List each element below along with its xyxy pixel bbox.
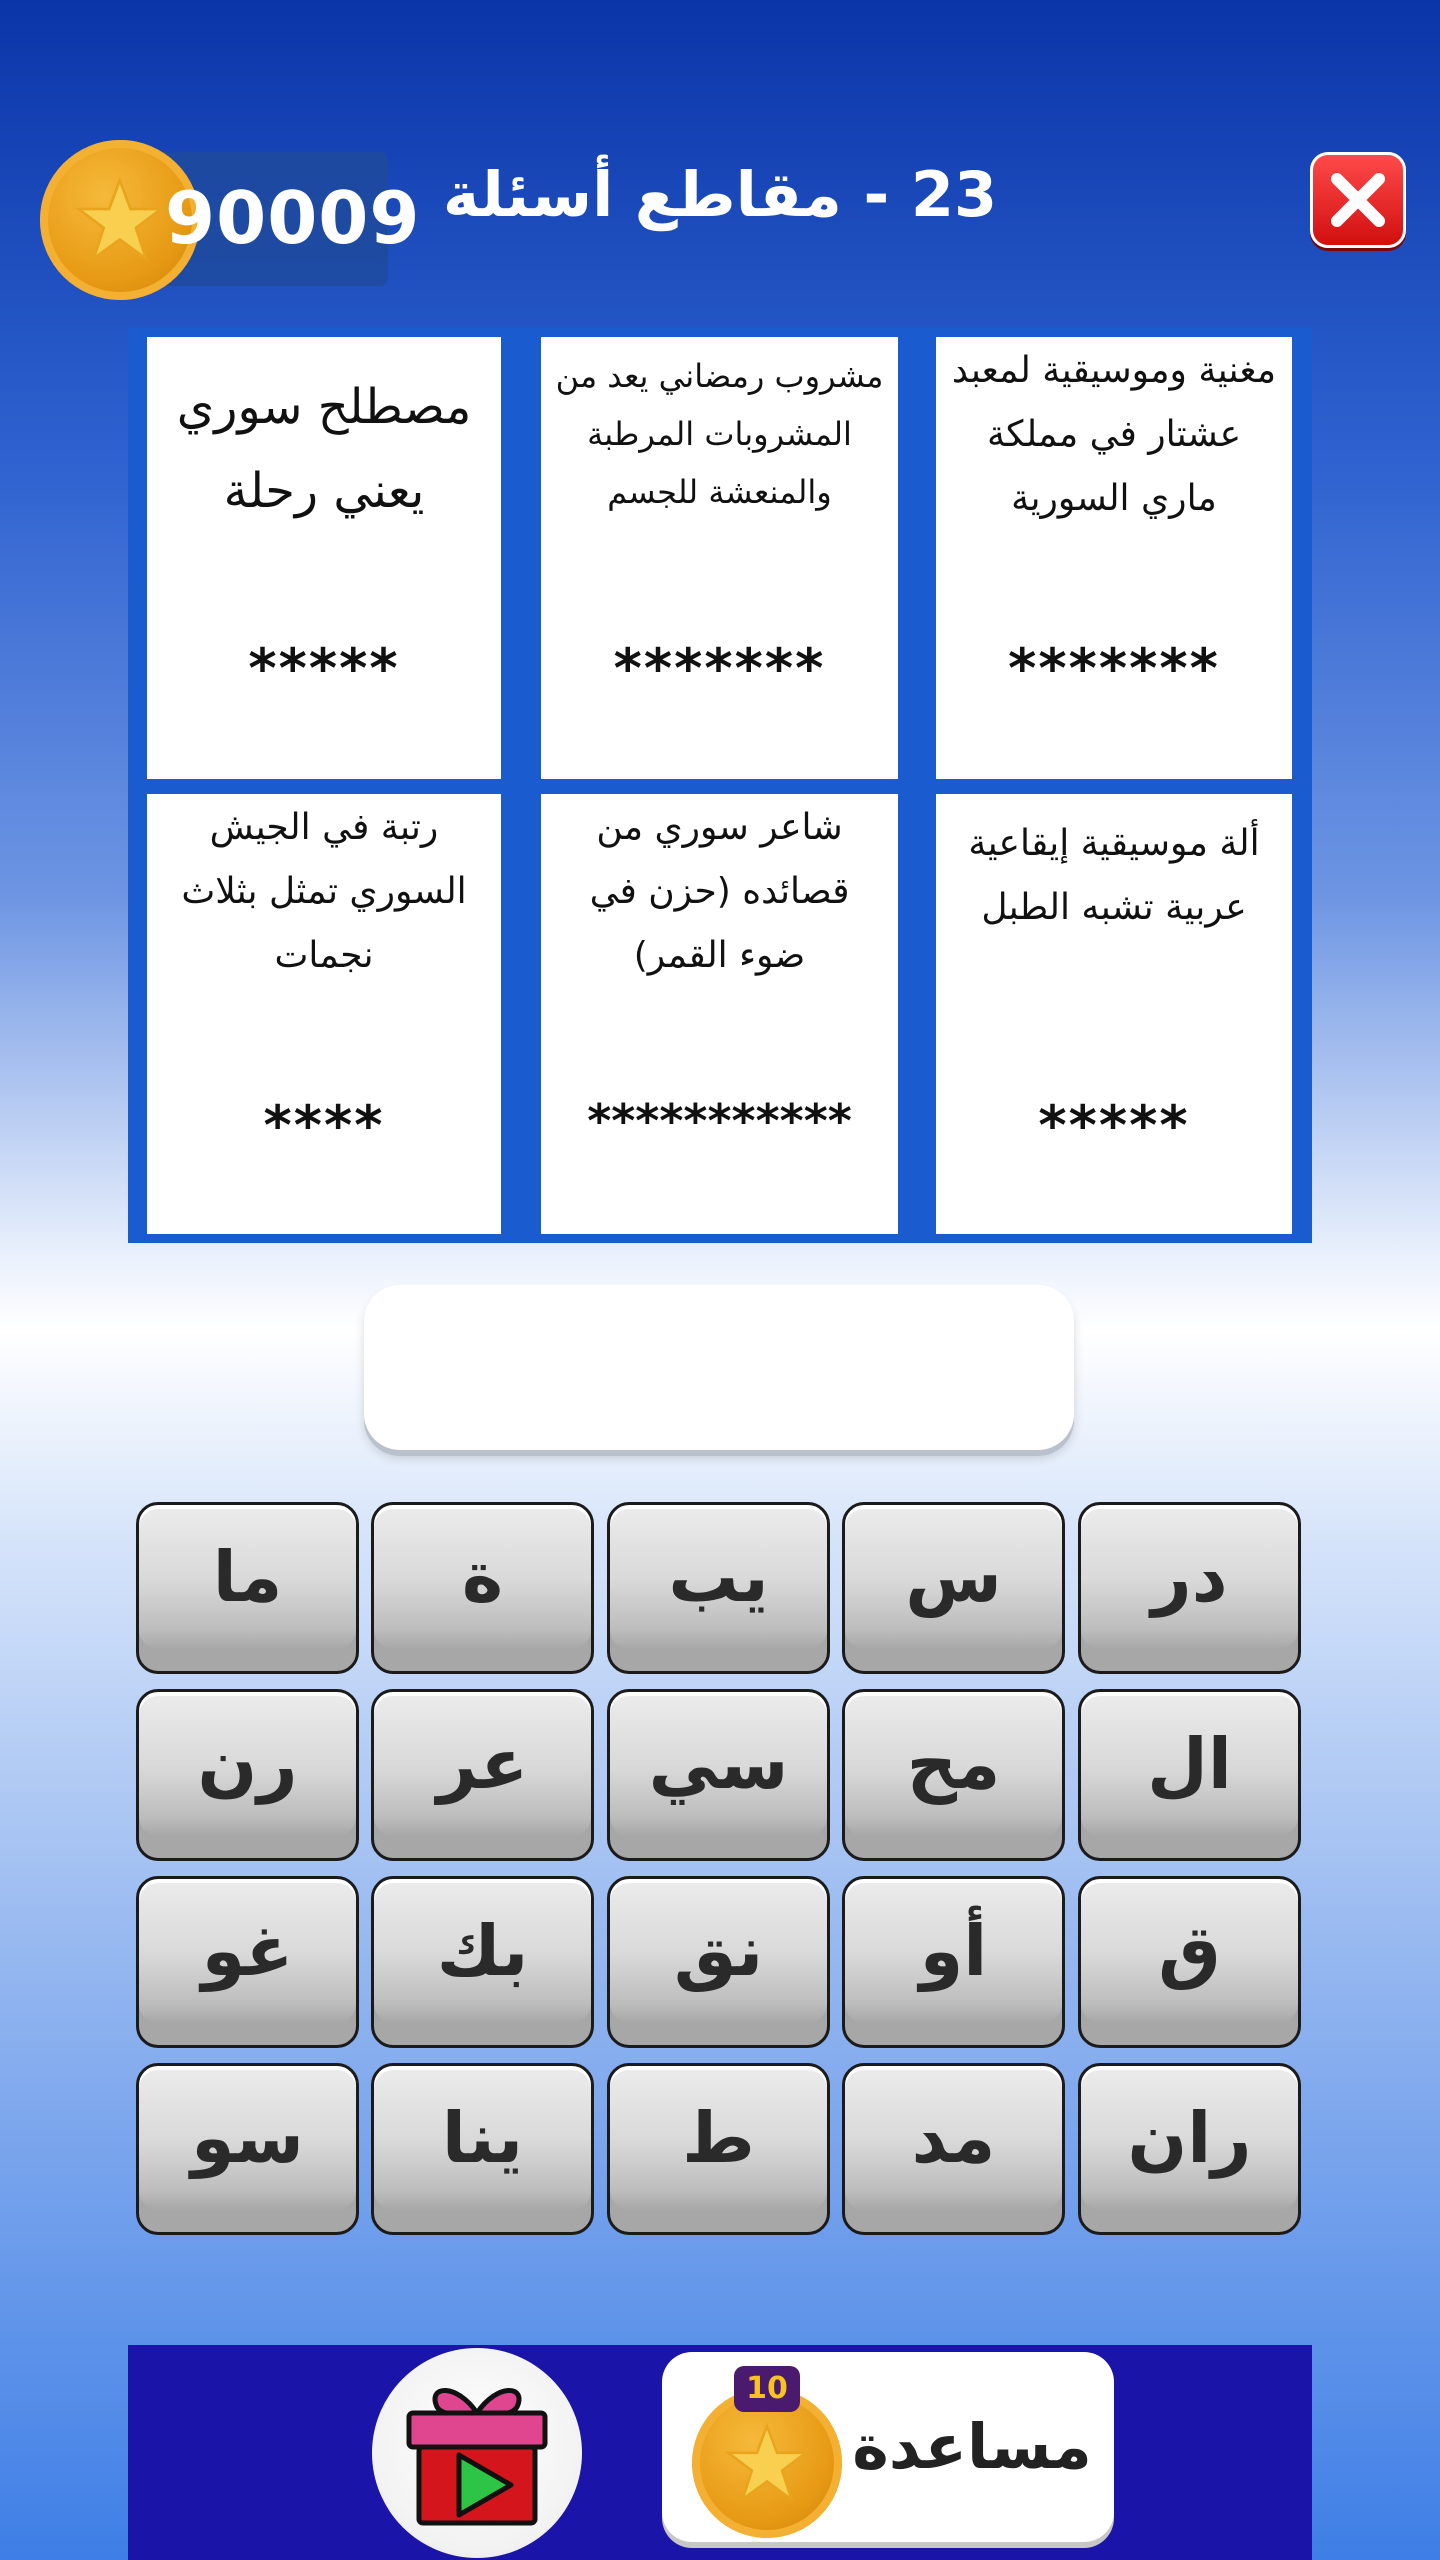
clue-card[interactable]	[541, 794, 898, 1234]
clue-grid	[128, 328, 1312, 1243]
clue-text: مصطلح سوري يعني رحلة	[176, 379, 472, 519]
clue-text: رتبة في الجيش السوري تمثل بثلاث نجمات	[181, 807, 467, 976]
help-cost-badge: 10	[734, 2366, 800, 2412]
letter-key[interactable]: سو	[136, 2063, 359, 2235]
letter-key[interactable]: ق	[1078, 1876, 1301, 2048]
answer-mask: *******	[613, 637, 826, 700]
letter-key[interactable]: ران	[1078, 2063, 1301, 2235]
letter-key[interactable]: مد	[842, 2063, 1065, 2235]
letter-key[interactable]: عر	[371, 1689, 594, 1861]
letter-key[interactable]: ما	[136, 1502, 359, 1674]
answer-mask: ***********	[587, 1094, 852, 1148]
letter-key[interactable]: يب	[607, 1502, 830, 1674]
letter-key[interactable]: مح	[842, 1689, 1065, 1861]
help-label: مساعدة	[852, 2410, 1092, 2483]
clue-text: ألة موسيقية إيقاعية عربية تشبه الطبل	[968, 823, 1260, 928]
answer-mask: *******	[1008, 637, 1220, 700]
letter-key[interactable]: رن	[136, 1689, 359, 1861]
clue-text: مغنية وموسيقية لمعبد عشتار في مملكة ماري السورية	[951, 350, 1277, 519]
letter-key[interactable]: غو	[136, 1876, 359, 2048]
letter-key[interactable]: در	[1078, 1502, 1301, 1674]
answer-mask: *****	[1038, 1094, 1190, 1157]
letter-key[interactable]: أو	[842, 1876, 1065, 2048]
clue-text: شاعر سوري من قصائده (حزن في ضوء القمر)	[589, 807, 850, 976]
close-icon	[1327, 169, 1389, 231]
letter-key[interactable]: نق	[607, 1876, 830, 2048]
answer-box[interactable]	[364, 1285, 1074, 1450]
letter-key[interactable]: سي	[607, 1689, 830, 1861]
letter-key[interactable]: بك	[371, 1876, 594, 2048]
letter-key[interactable]: س	[842, 1502, 1065, 1674]
answer-mask: *****	[248, 637, 400, 700]
answer-mask: ****	[263, 1094, 385, 1157]
help-button[interactable]	[662, 2352, 1114, 2542]
coin-count: 90009	[165, 176, 421, 260]
clue-card[interactable]	[936, 794, 1292, 1234]
clue-card[interactable]	[147, 337, 501, 779]
clue-card[interactable]	[147, 794, 501, 1234]
gift-video-icon	[387, 2373, 567, 2533]
letter-key[interactable]: ينا	[371, 2063, 594, 2235]
clue-card[interactable]	[541, 337, 898, 779]
clue-card[interactable]	[936, 337, 1292, 779]
coin-balance	[40, 140, 421, 300]
level-title: 23 - مقاطع أسئلة	[442, 158, 998, 231]
letter-key[interactable]: ال	[1078, 1689, 1301, 1861]
clue-text: مشروب رمضاني يعد من المشروبات المرطبة والمنعشة للجسم	[555, 357, 884, 511]
free-coins-video-button[interactable]	[372, 2348, 582, 2558]
letter-key[interactable]: ة	[371, 1502, 594, 1674]
close-button[interactable]	[1310, 152, 1406, 248]
letter-key[interactable]: ط	[607, 2063, 830, 2235]
